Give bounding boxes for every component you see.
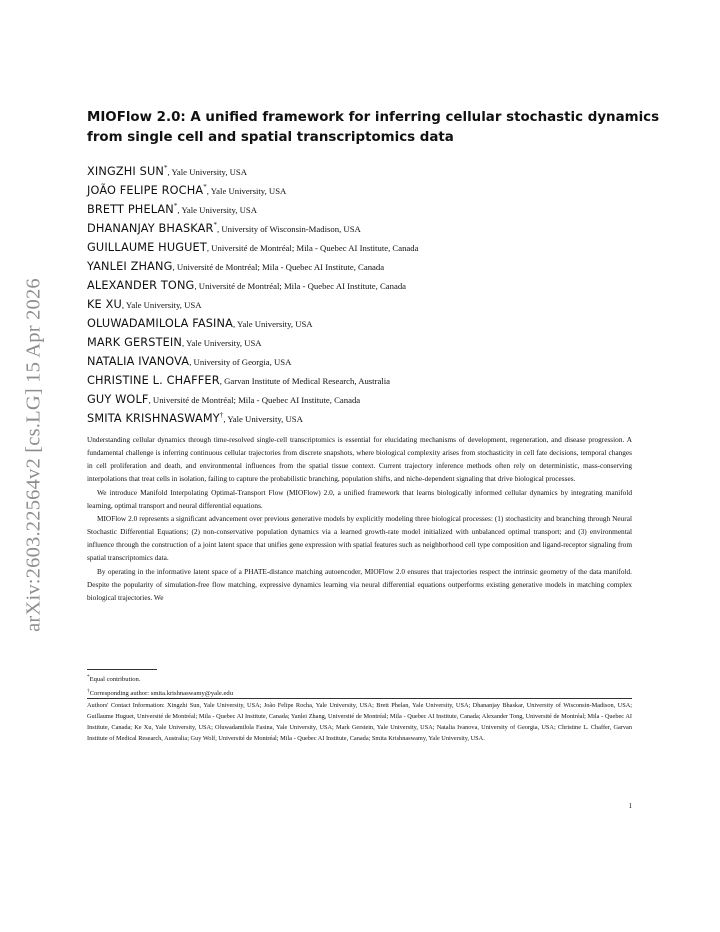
author-entry [87,368,632,387]
author-footnote-mark: * [213,221,218,229]
author-list [87,159,632,425]
contact-divider [87,698,632,699]
title-line-1: MIOFlow 2.0: A unified framework for inferring cellular stochastic dynamics [87,110,660,125]
footnote-mark: * [87,674,90,680]
author-entry [87,216,632,235]
footnote-divider [87,669,157,670]
author-entry [87,197,632,216]
author-entry [87,178,632,197]
author-entry [87,330,632,349]
author-footnote-mark: * [173,202,178,210]
author-affiliation: , Garvan Institute of Medical Research, Australia [219,376,391,386]
author-name: ALEXANDER TONG [87,279,195,292]
author-name: CHRISTINE L. CHAFFER [87,374,220,387]
author-affiliation: , University of Georgia, USA [189,357,292,367]
author-entry [87,349,632,368]
author-name: SMITA KRISHNASWAMY [87,412,220,425]
author-affiliation: , Université de Montréal; Mila - Quebec AI Institute, Canada [172,262,385,272]
footnote-equal-contribution [87,672,632,686]
author-footnote-mark: * [163,164,168,172]
author-name: NATALIA IVANOVA [87,355,190,368]
author-entry [87,292,632,311]
author-entry [87,254,632,273]
author-name: GUILLAUME HUGUET [87,241,207,254]
author-affiliation: , Yale University, USA [177,205,257,215]
footnote-text: Corresponding author: smita.krishnaswamy@yale.edu [89,689,234,697]
footnote-text: Equal contribution. [89,676,141,683]
authors-contact-information: Authors' Contact Information: Xingzhi Sun, Yale University, USA; João Felipe Rocha, Yale University, USA; Brett Phelan, Yale University, USA; Dhananjay Bhaskar, University of Wisconsin-Madison, USA; Guillaume Huguet, Université de Montréal; Mila - Quebec AI Institute, Canada; Yanlei Zhang, Université de Montréal; Mila - Quebec AI Institute, Canada; Alexander Tong, Université de Montréal; Mila - Quebec AI Institute, Canada; Ke Xu, Yale University, USA; Oluwadamilola Fasina, Yale University, USA; Mark Gerstein, Yale University, USA; Natalia Ivanova, University of Georgia, USA; Christine L. Chaffer, Garvan Institute of Medical Research, Australia; Guy Wolf, Université de Montréal; Mila - Quebec AI Institute, Canada; Smita Krishnaswamy, Yale University, USA. [87,702,632,742]
author-name: KE XU [87,298,122,311]
author-name: GUY WOLF [87,393,149,406]
author-affiliation: , Yale University, USA [182,338,262,348]
author-name: JOÃO FELIPE ROCHA [87,184,204,197]
author-affiliation: , Yale University, USA [223,414,303,424]
footnotes [87,672,632,700]
author-affiliation: , Yale University, USA [233,319,313,329]
abstract-paragraph: MIOFlow 2.0 represents a significant advancement over previous generative models by explicitly modeling three biological processes: (1) stochasticity and branching through Neural Stochastic Differential Equations; (2) non-conservative population dynamics via a learned growth-rate model initialized with unbalanced optimal transport; and (3) environmental influence through the construction of a joint latent space that unifies gene expression with spatial features such as neighborhood cell type composition and ligand-receptor signaling from spatial transcriptomics data. [87,513,632,563]
author-name: YANLEI ZHANG [87,260,173,273]
abstract-paragraph: Understanding cellular dynamics through time-resolved single-cell transcriptomics is essential for elucidating mechanisms of development, regeneration, and disease progression. A fundamental challenge is inferring continuous cellular trajectories from discrete snapshots, where biological complexity arises from stochasticity in cell fate decisions, temporal changes in cell proliferation and death, and environmental influences from the spatial tissue context. Current trajectory inference methods often rely on deterministic, mass-conserving interpolations that treat cells in isolation, failing to capture the probabilistic branching, population shifts, and niche-dependent signaling that drive biological processes. [87,435,632,484]
author-name: OLUWADAMILOLA FASINA [87,317,234,330]
paper-title [87,108,660,148]
author-affiliation: , Yale University, USA [206,186,287,196]
author-name: MARK GERSTEIN [87,336,183,349]
author-affiliation: , Yale University, USA [167,167,248,177]
author-entry [87,387,632,406]
author-entry [87,273,632,292]
author-entry [87,235,632,254]
footnote-mark: † [87,687,90,694]
author-entry [87,159,632,178]
author-entry [87,311,632,330]
author-affiliation: , Université de Montréal; Mila - Quebec AI Institute, Canada [148,395,361,405]
abstract [87,433,632,604]
author-affiliation: , University of Wisconsin-Madison, USA [217,224,361,234]
author-name: XINGZHI SUN [87,165,164,178]
page-number: 1 [628,802,632,810]
abstract-paragraph: We introduce Manifold Interpolating Optimal-Transport Flow (MIOFlow) 2.0, a unified framework that learns biologically informed cellular dynamics by integrating manifold learning, optimal transport and neural differential equations. [87,487,632,510]
author-name: BRETT PHELAN [87,203,174,216]
arxiv-identifier: arXiv:2603.22564v2 [cs.LG] 15 Apr 2026 [22,278,45,632]
abstract-paragraph: By operating in the informative latent space of a PHATE-distance matching autoencoder, MIOFlow 2.0 ensures that trajectories respect the intrinsic geometry of the data manifold. Despite the popularity of simulation-free flow matching, expressive dynamics learning via neural differential equations outperforms existing generative models in matching complex biological trajectories. We [87,566,632,602]
author-entry [87,406,632,425]
author-footnote-mark: * [203,183,207,191]
author-affiliation: , Université de Montréal; Mila - Quebec AI Institute, Canada [194,281,407,291]
arxiv-stamp [12,260,56,650]
author-affiliation: , Université de Montréal; Mila - Quebec AI Institute, Canada [206,243,419,253]
author-footnote-mark: † [219,411,224,419]
title-line-2: from single cell and spatial transcriptomics data [87,130,454,145]
author-affiliation: , Yale University, USA [121,300,202,310]
author-name: DHANANJAY BHASKAR [87,222,214,235]
